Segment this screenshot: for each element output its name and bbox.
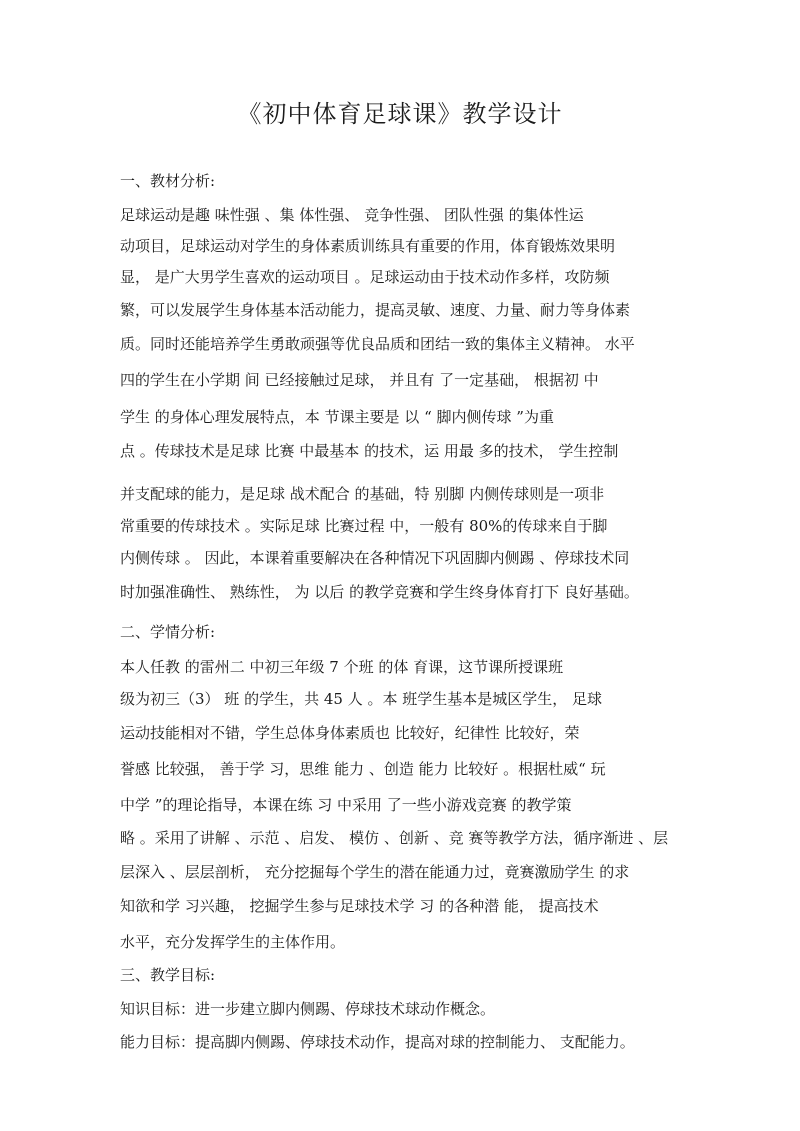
paragraph-line: 并支配球的能力，是足球 战术配合 的基础，特 别脚 内侧传球则是一项非 [120,485,605,503]
paragraph-line: 本人任教 的雷州二 中初三年级 7 个班 的体 育课，这节课所授课班 [120,658,564,676]
section-heading-objectives: 三、教学目标: [120,966,216,984]
section-heading-materials: 一、教材分析: [120,172,216,190]
objective-line: 能力目标：提高脚内侧踢、停球技术动作，提高对球的控制能力、 支配能力。 [120,1033,635,1051]
paragraph-line: 学生 的身体心理发展特点，本 节课主要是 以 “ 脚内侧传球 ”为重 [120,408,554,426]
paragraph-line: 运动技能相对不错，学生总体身体素质也 比较好，纪律性 比较好，荣 [120,724,580,742]
paragraph-line: 质。同时还能培养学生勇敢顽强等优良品质和团结一致的集体主义精神。 水平 [120,335,635,353]
document-title: 《初中体育足球课》教学设计 [237,100,563,128]
paragraph-line: 誉感 比较强， 善于学 习，思维 能力 、创造 能力 比较好 。根据杜威“ 玩 [120,760,606,778]
paragraph-line: 动项目，足球运动对学生的身体素质训练具有重要的作用，体育锻炼效果明 [120,237,616,255]
paragraph-line: 点 。传球技术是足球 比赛 中最基本 的技术，运 用最 多的技术， 学生控制 [120,442,619,460]
paragraph-line: 时加强准确性、 熟练性， 为 以后 的教学竞赛和学生终身体育打下 良好基础。 [120,583,639,601]
paragraph-line: 级为初三（3） 班 的学生，共 45 人 。本 班学生基本是城区学生， 足球 [120,690,603,708]
paragraph-line: 常重要的传球技术 。实际足球 比赛过程 中，一般有 80%的传球来自于脚 [120,517,608,535]
paragraph-line: 知欲和学 习兴趣， 挖掘学生参与足球技术学 习 的各种潜 能， 提高技术 [120,897,599,915]
paragraph-line: 略 。采用了讲解 、示范 、启发、 模仿 、创新 、竞 赛等教学方法，循序渐进 、层 [120,829,669,847]
paragraph-line: 内侧传球 。 因此，本课着重要解决在各种情况下巩固脚内侧踢 、停球技术同 [120,549,630,567]
objective-line: 知识目标：进一步建立脚内侧踢、停球技术球动作概念。 [120,1000,496,1018]
section-heading-students: 二、学情分析: [120,623,216,641]
paragraph-line: 层深入 、层层剖析， 充分挖掘每个学生的潜在能通力过，竟赛激励学生 的求 [120,863,630,881]
paragraph-line: 繁，可以发展学生身体基本活动能力，提高灵敏、速度、力量、耐力等身体素 [120,301,631,319]
paragraph-line: 四的学生在小学期 间 已经接触过足球， 并且有 了一定基础， 根据初 中 [120,371,599,389]
paragraph-line: 中学 ”的理论指导，本课在练 习 中采用 了一些小游戏竞赛 的教学策 [120,796,572,814]
paragraph-line: 足球运动是趣 味性强 、集 体性强、 竞争性强、 团队性强 的集体性运 [120,206,584,224]
paragraph-line: 水平，充分发挥学生的主体作用。 [120,933,346,951]
paragraph-line: 显， 是广大男学生喜欢的运动项目 。足球运动由于技术动作多样，攻防频 [120,268,610,286]
